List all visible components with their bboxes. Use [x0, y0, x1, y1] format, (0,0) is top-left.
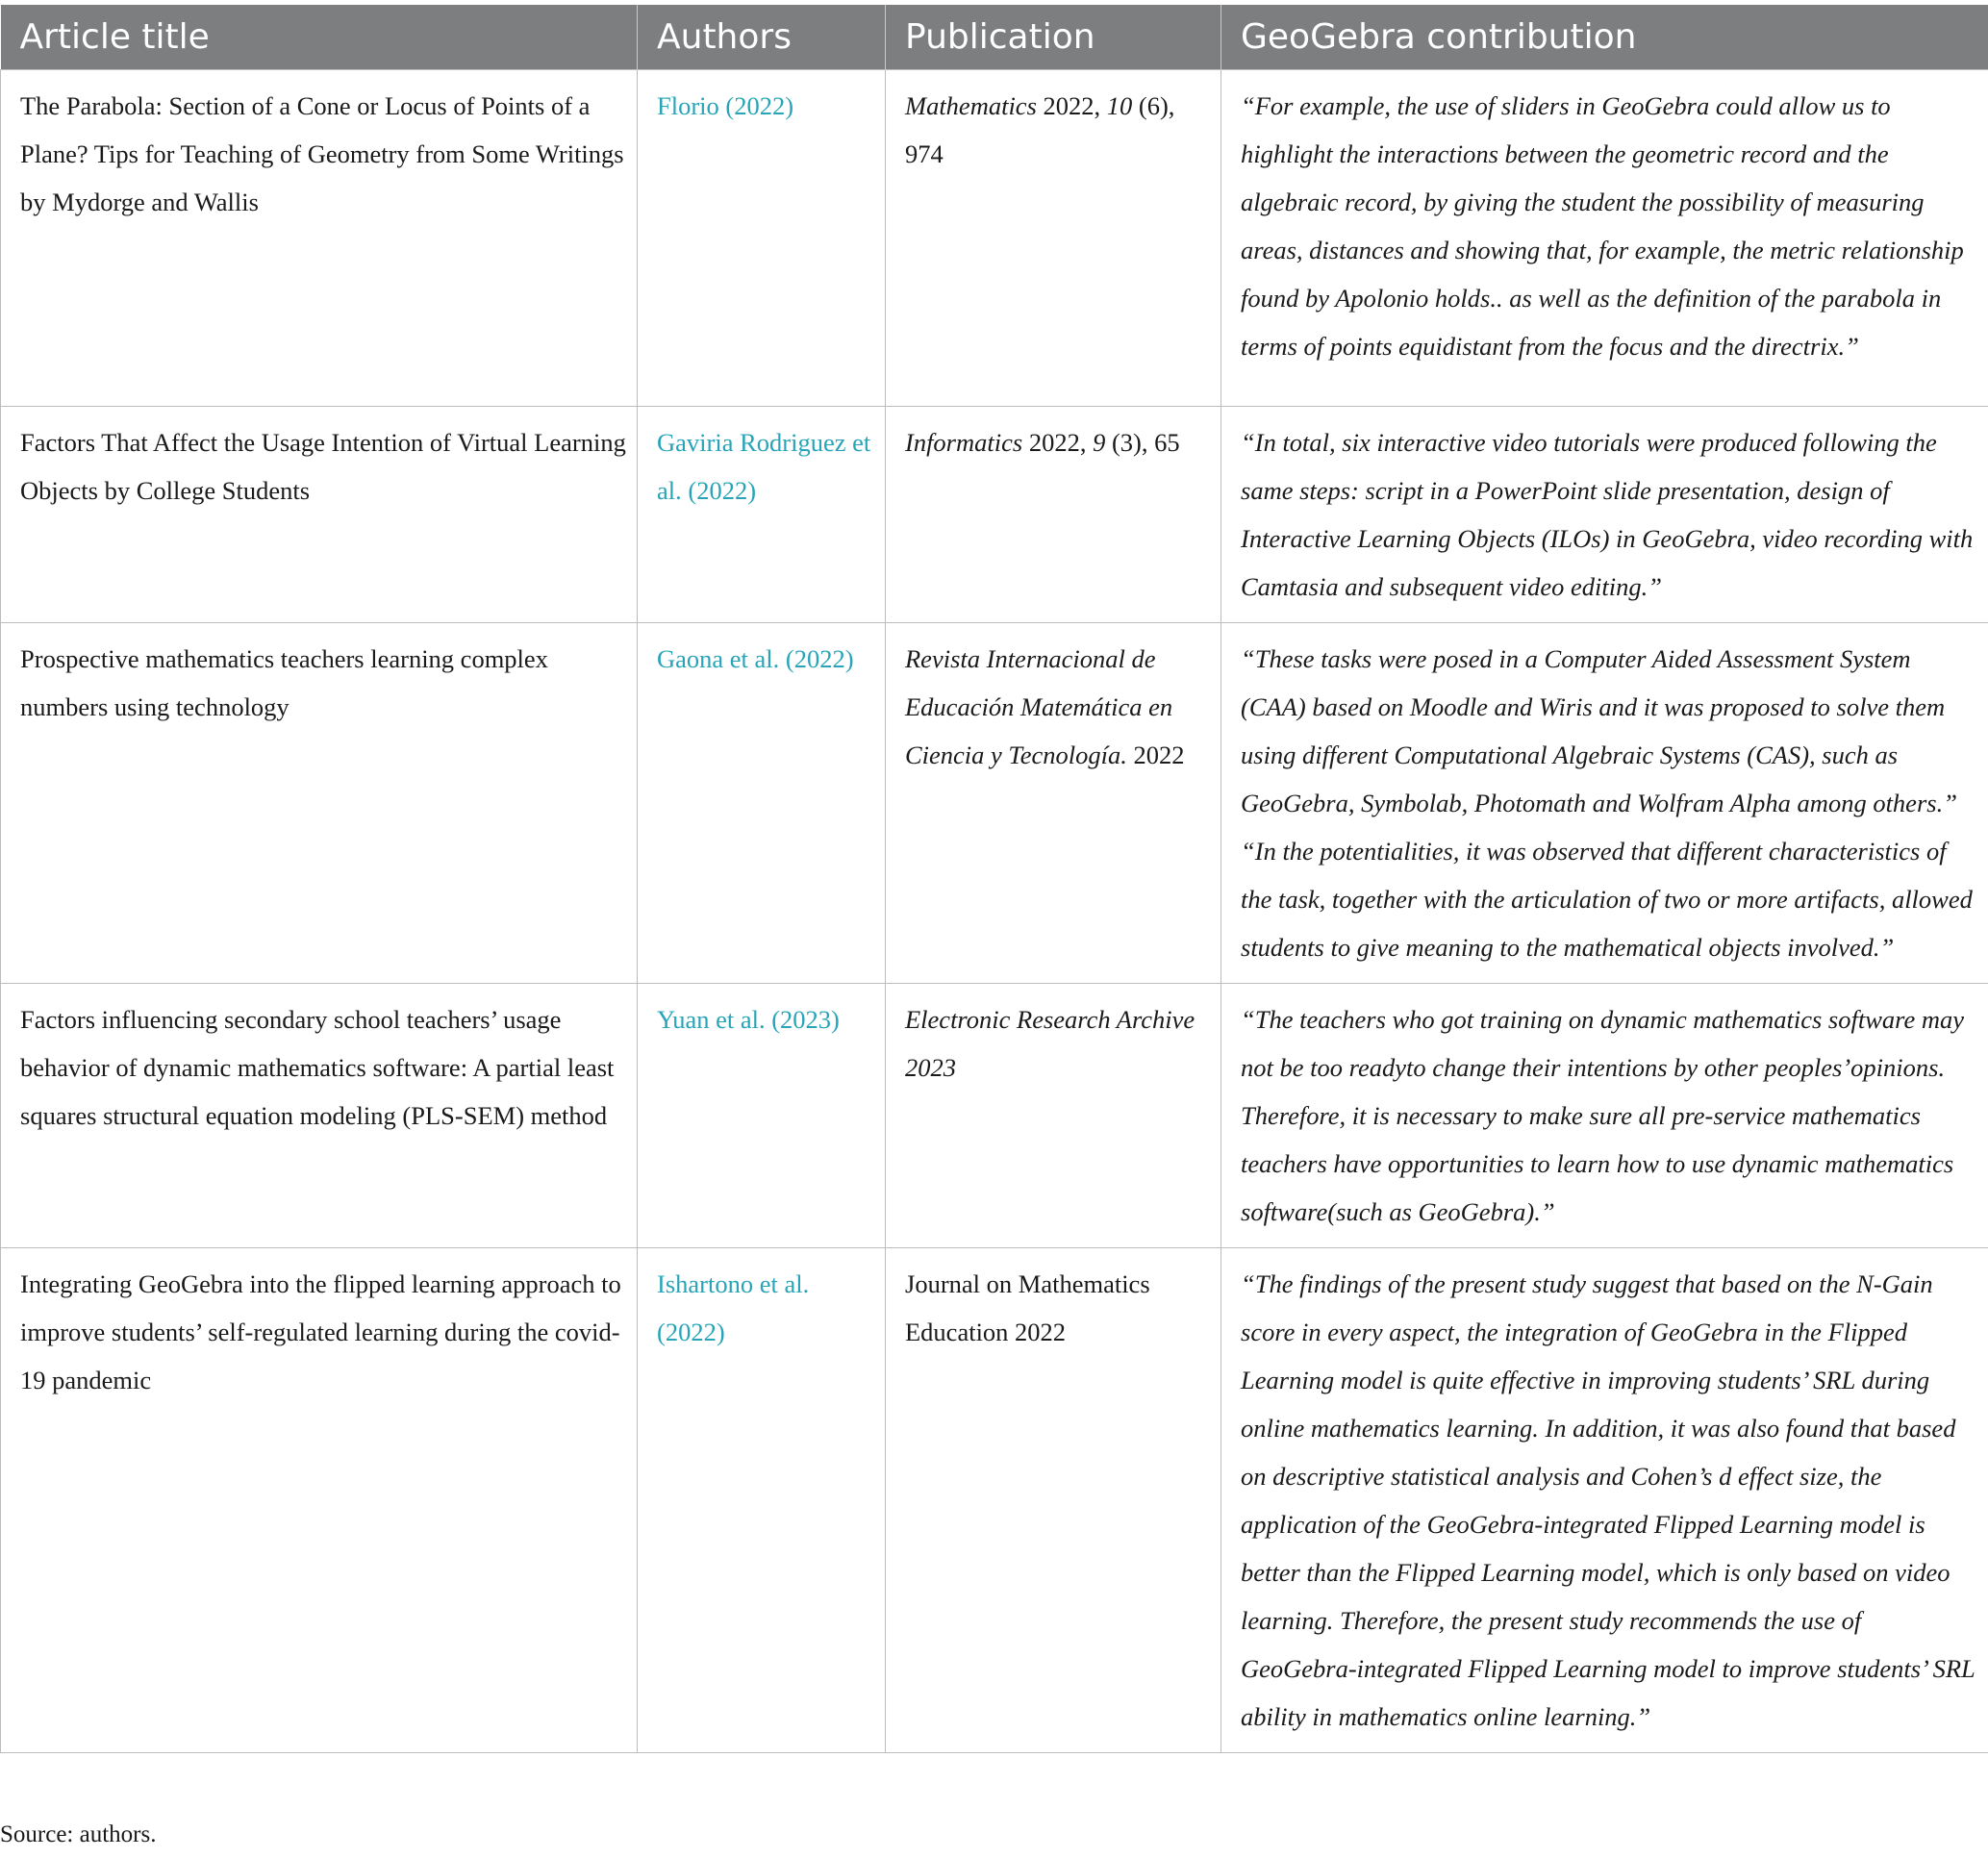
source-note: Source: authors.	[0, 1821, 157, 1847]
publication-year: 2022	[1126, 740, 1185, 769]
literature-table	[0, 5, 1988, 1753]
table-row	[1, 983, 1988, 1247]
author-citation-link[interactable]: Yuan et al. (2023)	[638, 983, 886, 1247]
table-row	[1, 1247, 1988, 1752]
contribution-quote: “The findings of the present study suggest that based on the N-Gain score in every aspect, the integration of GeoGebra in the Flipped Learning model is quite effective in improving students’ SRL during online mathematics learning. In addition, it was also found that based on descriptive statistical analysis and Cohen’s d effect size, the application of the GeoGebra-integrated Flipped Learning model is better than the Flipped Learning model, which is only based on video learning. Therefore, the present study recommends the use of GeoGebra-integrated Flipped Learning model to improve students’ SRL ability in mathematics online learning.”	[1241, 1268, 1975, 1731]
contribution-quote: “In total, six interactive video tutorials were produced following the same steps: script in a PowerPoint slide presentation, design of Interactive Learning Objects (ILOs) in GeoGebra, video recording with Camtasia and subsequent video editing.”	[1241, 427, 1974, 601]
publication-cell: Journal on Mathematics Education 2022	[886, 1247, 1221, 1752]
article-title-cell: Prospective mathematics teachers learning complex numbers using technology	[1, 622, 638, 983]
publication-journal: Revista Internacional de Educación Matemática en Ciencia y Tecnología.	[905, 643, 1173, 769]
contribution-quote: “For example, the use of sliders in GeoGebra could allow us to highlight the interactions between the geometric record and the algebraic record, by giving the student the possibility of measuring areas, distances and showing that, for example, the metric relationship found by Apolonio holds.. as well as the definition of the parabola in terms of points equidistant from the focus and the directrix.”	[1241, 90, 1964, 361]
publication-cell	[886, 69, 1221, 406]
publication-year: 2022,	[1036, 90, 1107, 120]
table-row	[1, 406, 1988, 622]
header-publication: Publication	[886, 5, 1221, 69]
publication-cell	[886, 622, 1221, 983]
article-title-cell: The Parabola: Section of a Cone or Locus of Points of a Plane? Tips for Teaching of Geometry from Some Writings by Mydorge and Wallis	[1, 69, 638, 406]
publication-journal: Mathematics	[905, 90, 1037, 120]
table-body	[1, 69, 1988, 1752]
publication-journal: Informatics	[905, 427, 1023, 457]
header-article-title: Article title	[1, 5, 638, 69]
author-citation-link[interactable]: Gaona et al. (2022)	[638, 622, 886, 983]
article-title-cell: Integrating GeoGebra into the flipped learning approach to improve students’ self-regulated learning during the covid-19 pandemic	[1, 1247, 638, 1752]
table-header	[1, 5, 1988, 69]
author-citation-link[interactable]: Gaviria Rodriguez et al. (2022)	[638, 406, 886, 622]
publication-volume: 10	[1106, 90, 1133, 120]
publication-volume: 9	[1093, 427, 1106, 457]
publication-issue-pages: (6), 974	[905, 90, 1175, 168]
contribution-quote: “These tasks were posed in a Computer Aided Assessment System (CAA) based on Moodle and Wiris and it was proposed to solve them using different Computational Algebraic Systems (CAS), such as GeoGebra, Symbolab, Photomath and Wolfram Alpha among others.”	[1241, 643, 1957, 817]
contribution-cell	[1221, 983, 1988, 1247]
publication-journal: Electronic Research Archive 2023	[905, 1004, 1195, 1082]
contribution-cell	[1221, 69, 1988, 406]
author-citation-link[interactable]: Ishartono et al. (2022)	[638, 1247, 886, 1752]
table-row	[1, 622, 1988, 983]
publication-cell	[886, 406, 1221, 622]
article-title-cell: Factors That Affect the Usage Intention of Virtual Learning Objects by College Students	[1, 406, 638, 622]
table-row	[1, 69, 1988, 406]
publication-cell	[886, 983, 1221, 1247]
contribution-cell	[1221, 1247, 1988, 1752]
publication-issue-pages: (3), 65	[1105, 427, 1180, 457]
publication-year: 2022,	[1022, 427, 1094, 457]
article-title-cell: Factors influencing secondary school teachers’ usage behavior of dynamic mathematics software: A partial least squares structural equation modeling (PLS-SEM) method	[1, 983, 638, 1247]
header-authors: Authors	[638, 5, 886, 69]
contribution-cell	[1221, 622, 1988, 983]
contribution-quote: “In the potentialities, it was observed that different characteristics of the task, together with the articulation of two or more artifacts, allowed students to give meaning to the mathematical objects involved.”	[1241, 836, 1973, 962]
author-citation-link[interactable]: Florio (2022)	[638, 69, 886, 406]
header-row	[1, 5, 1988, 69]
contribution-quote: “The teachers who got training on dynamic mathematics software may not be too readyto change their intentions by other peoples’opinions. Therefore, it is necessary to make sure all pre-service mathematics teachers have opportunities to learn how to use dynamic mathematics software(such as GeoGebra).”	[1241, 1004, 1965, 1226]
header-geogebra-contribution: GeoGebra contribution	[1221, 5, 1988, 69]
contribution-cell	[1221, 406, 1988, 622]
